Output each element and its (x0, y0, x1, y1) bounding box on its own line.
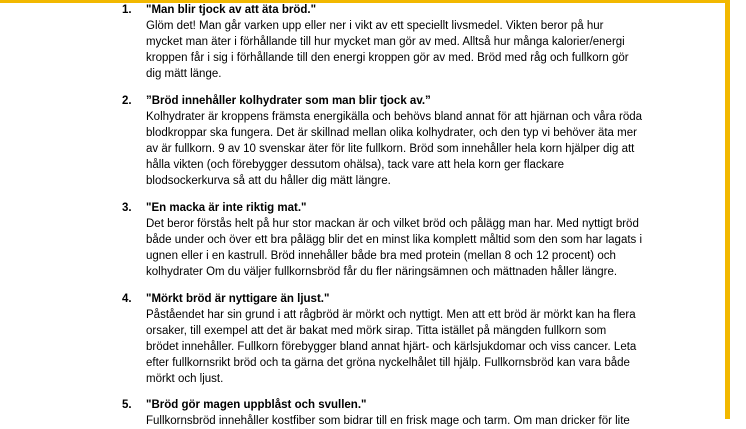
body-line: blodsockerkurva så att du håller dig mätt längre. (146, 175, 391, 187)
body-line: dig mätt länge. (146, 68, 222, 80)
item-heading: "Mörkt bröd är nyttigare än ljust." (146, 293, 330, 305)
body-line: blodkroppar ska fungera. Det är skillnad mellan olika kolhydrater, och den typ vi behöver äta mer (146, 127, 637, 139)
body-line: mörkt och ljust. (146, 373, 224, 385)
body-line: av är fullkorn. 9 av 10 svenskar äter för lite fullkorn. Bröd som innehåller hela korn hjälper dig att (146, 143, 635, 155)
item-heading: "En macka är inte riktig mat." (146, 202, 307, 214)
body-line: brödet innehåller. Fullkorn förebygger bland annat hjärt- och kärlsjukdomar och viss cancer. Leta (146, 341, 637, 353)
item-number: 4. (122, 293, 132, 305)
item-number: 2. (122, 95, 132, 107)
item-heading: "Bröd gör magen uppblåst och svullen." (146, 399, 367, 411)
item-number: 1. (122, 4, 132, 16)
item-number: 3. (122, 202, 132, 214)
body-line: orsaker, till exempel att det är bakat med mörk sirap. Titta istället på mängden fullkorn som (146, 325, 607, 337)
item-body (146, 18, 646, 82)
item-heading: "Man blir tjock av att äta bröd." (146, 4, 317, 16)
item-number: 5. (122, 399, 132, 411)
body-line: Glöm det! Man går varken upp eller ner i vikt av ett speciellt livsmedel. Vikten beror på hur (146, 20, 604, 32)
body-line: Kolhydrater är kroppens främsta energikälla och behövs bland annat för att hjärnan och våra röda (146, 111, 643, 123)
body-line: Det beror förstås helt på hur stor mackan är och vilket bröd och pålägg man har. Med nyttigt bröd (146, 218, 639, 230)
item-body (146, 109, 646, 189)
body-line: kolhydrater Om du väljer fullkornsbröd får du fler näringsämnen och mättnaden håller längre. (146, 266, 618, 278)
body-line: ugnen eller i en kastrull. Bröd innehåller både bra med protein (mellan 8 och 12 procent) och (146, 250, 616, 262)
body-line: både under och över ett bra pålägg blir det en minst lika komplett måltid som den som har lagats i (146, 234, 643, 246)
page-border-right (725, 0, 730, 419)
body-line: mycket man äter i förhållande till hur mycket man gör av med. Alltså hur många kalorier/energi (146, 36, 625, 48)
body-line: kroppen får i sig i förhållande till den energi kroppen gör av med. Bröd med råg och fullkorn gör (146, 52, 629, 64)
body-line: efter fullkornsrikt bröd och ta gärna det gröna nyckelhålet till hjälp. Fullkornsbröd kan vara både (146, 357, 630, 369)
body-line: Påståendet har sin grund i att rågbröd är mörkt och nyttigt. Men att ett bröd är mörkt kan ha flera (146, 309, 636, 321)
item-heading: ”Bröd innehåller kolhydrater som man blir tjock av.” (146, 95, 431, 107)
item-body (146, 307, 646, 387)
body-line: hålla vikten (och förebygger dessutom ohälsa), tack vare att hela korn ger flackare (146, 159, 565, 171)
item-body (146, 413, 646, 429)
item-body (146, 216, 646, 280)
body-line: Fullkornsbröd innehåller kostfiber som bidrar till en frisk mage och tarm. Om man dricker för lite (146, 415, 630, 427)
page-border-top (0, 0, 730, 3)
